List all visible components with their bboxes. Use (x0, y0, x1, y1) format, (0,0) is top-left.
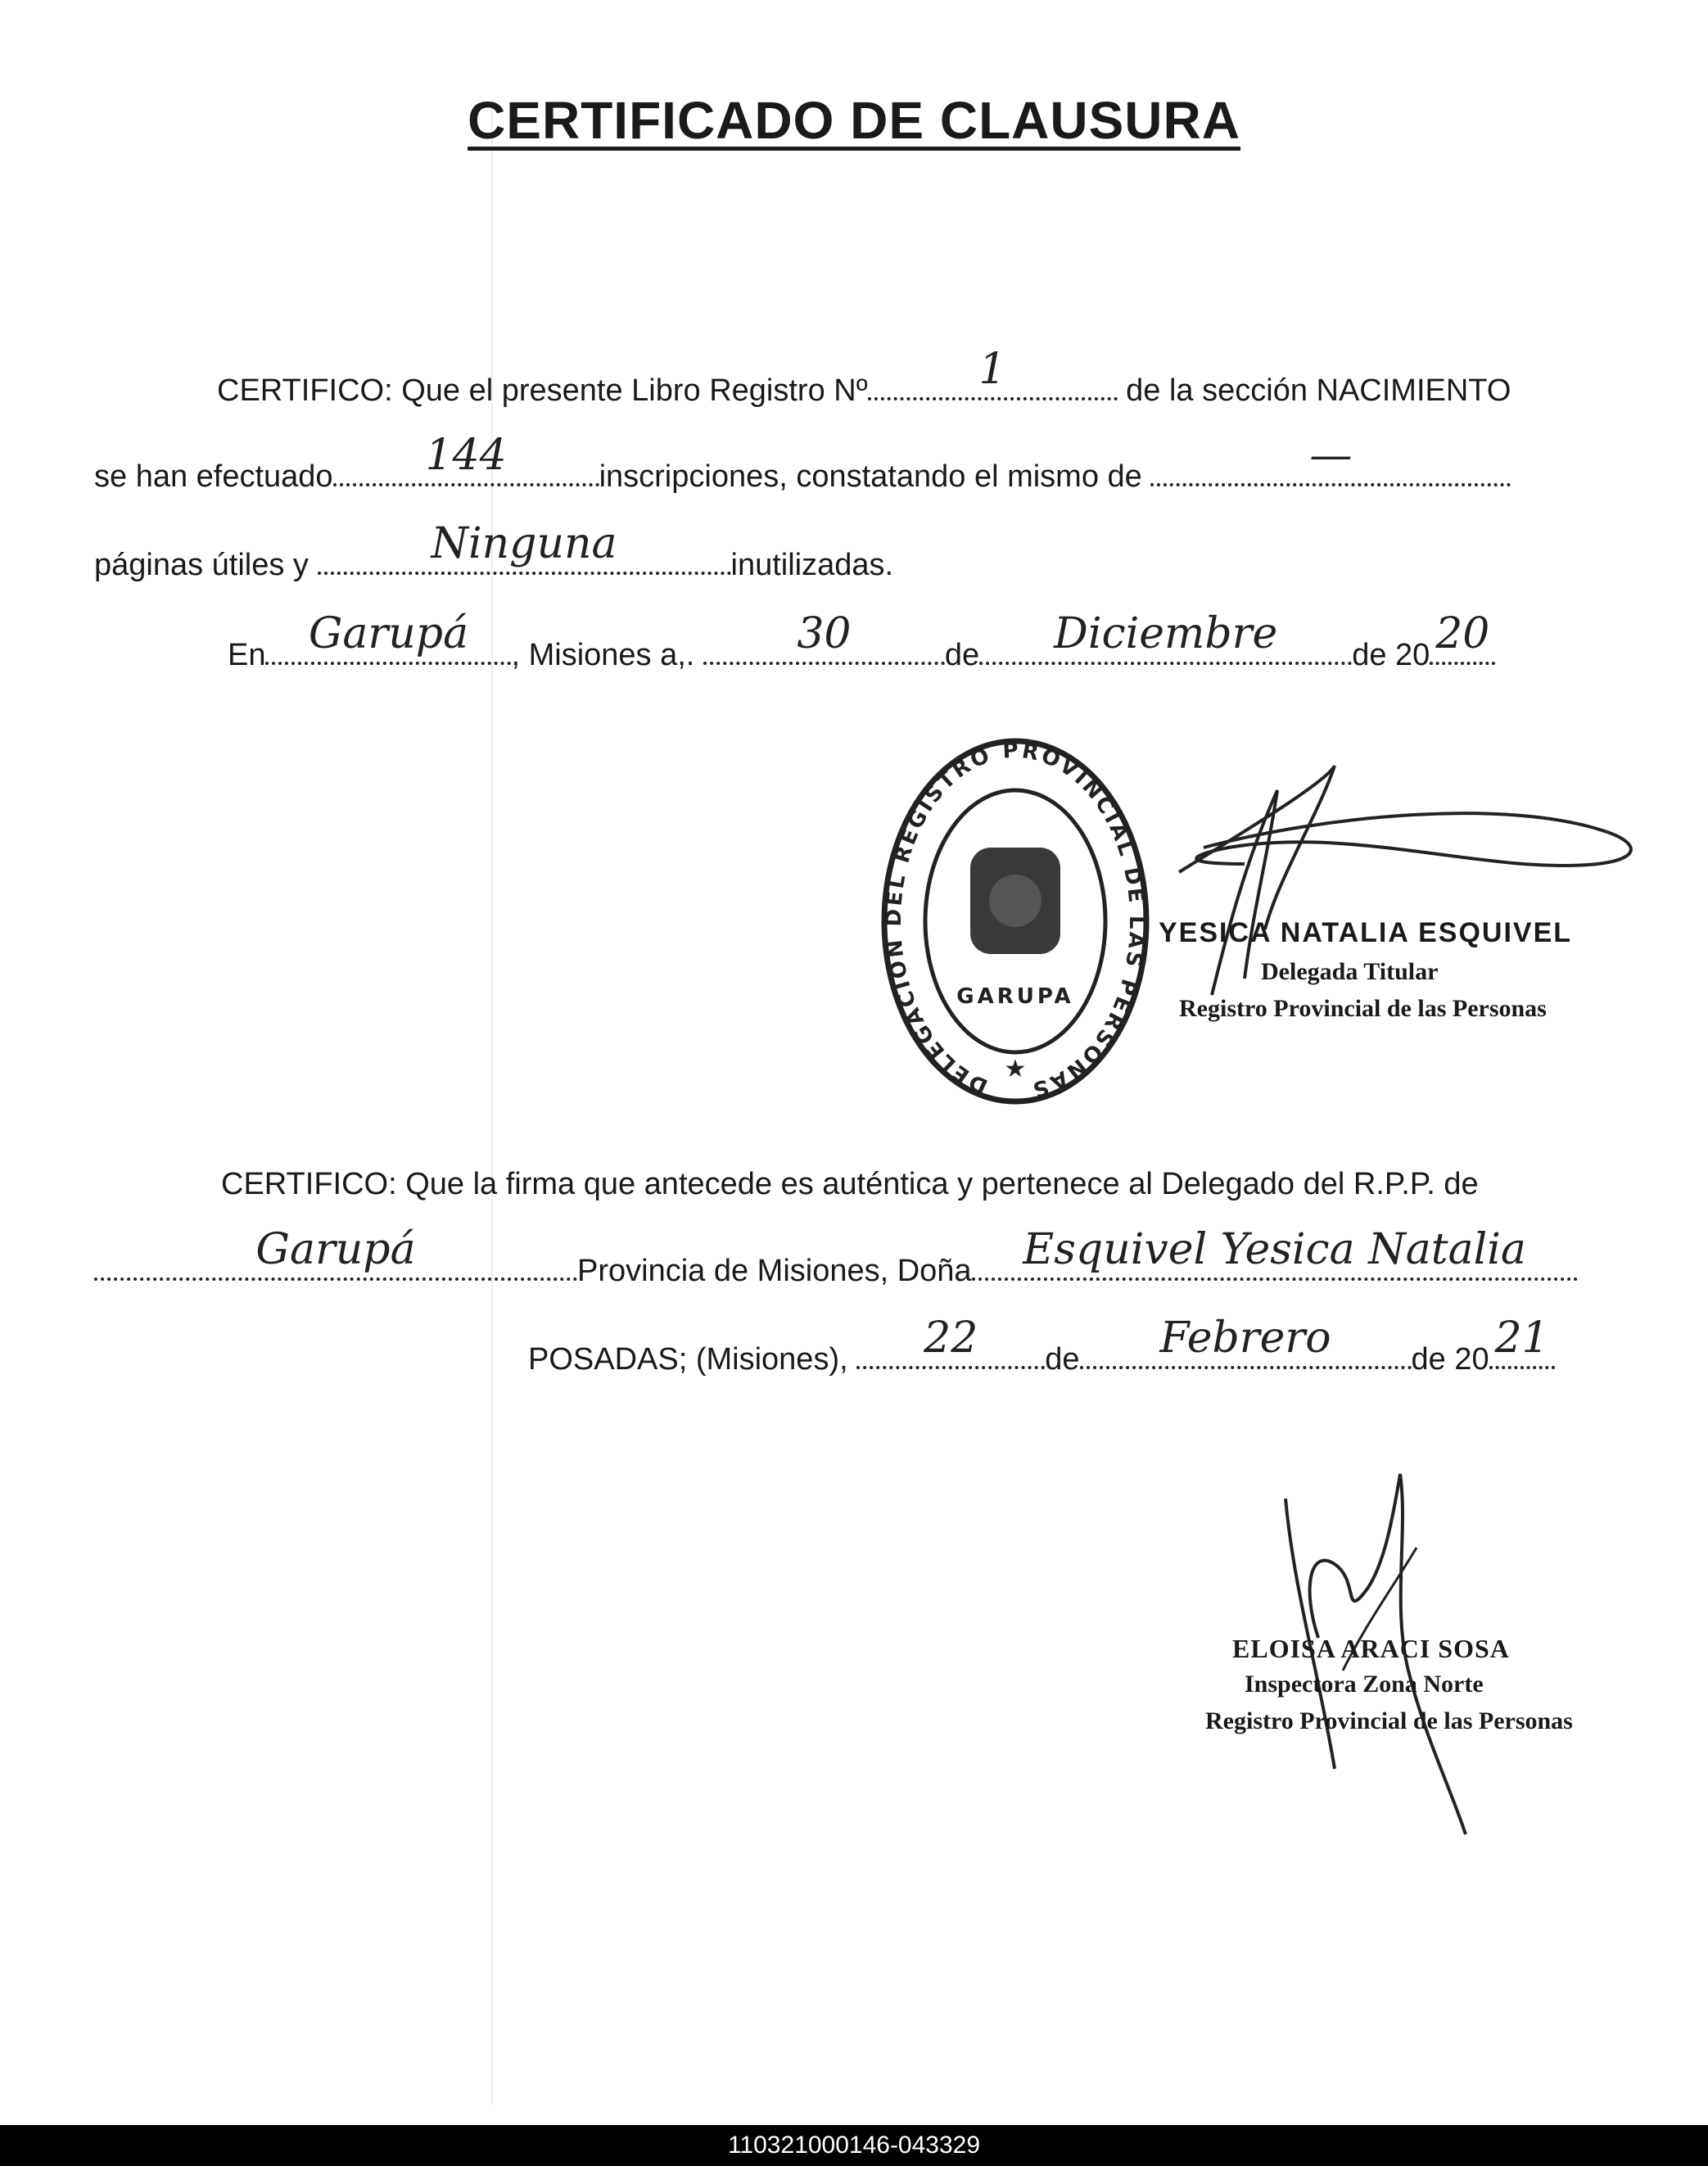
blank-inscripciones (333, 431, 599, 486)
blank-day-2 (856, 1314, 1045, 1369)
star-icon: ★ (1004, 1056, 1027, 1083)
blank-libro-number (868, 345, 1118, 400)
hw-name: Esquivel Yesica Natalia (1023, 1225, 1526, 1274)
signer1-role: Delegada Titular (1261, 958, 1439, 985)
hw-day: 30 (797, 609, 852, 658)
p2-line2: Garupá Provincia de Misiones, Doña Esquivel Yesica Natalia (94, 1253, 1578, 1289)
hw-day-2: 22 (924, 1314, 978, 1363)
blank-name (972, 1225, 1578, 1281)
p1-line2: se han efectuado 144 inscripciones, constatando el mismo de — (94, 459, 1511, 495)
signer1-org: Registro Provincial de las Personas (1179, 995, 1547, 1022)
hw-libro-number: 1 (978, 345, 1006, 394)
p1-line3: páginas útiles y Ninguna inutilizadas. (94, 519, 894, 582)
p2-line1: CERTIFICO: Que la firma que antecede es auténtica y pertenece al Delegado del R.P.P. de (221, 1167, 1479, 1201)
hw-month-2: Febrero (1159, 1314, 1331, 1363)
blank-paginas (1150, 431, 1511, 486)
signer2-org: Registro Provincial de las Personas (1205, 1707, 1573, 1734)
hw-year: 20 (1435, 609, 1490, 658)
signer1-name: YESICA NATALIA ESQUIVEL (1159, 917, 1573, 948)
blank-day (703, 609, 945, 665)
hw-place-2: Garupá (255, 1225, 416, 1274)
signature-block-1 (876, 733, 1597, 1118)
p2-line3: POSADAS; (Misiones), 22 de Febrero de 20 21 (528, 1341, 1555, 1377)
p1-line1: CERTIFICO: Que el presente Libro Registro Nº 1 de la sección NACIMIENTO (217, 345, 1511, 408)
blank-month (979, 609, 1352, 665)
blank-month-2 (1080, 1314, 1412, 1369)
blank-place-2 (94, 1225, 577, 1281)
hw-inutilizadas: Ninguna (431, 519, 617, 568)
blank-place (265, 609, 511, 665)
blank-inutilizadas (318, 519, 731, 575)
page-title: CERTIFICADO DE CLAUSURA (468, 91, 1240, 150)
blank-year-2 (1489, 1314, 1555, 1369)
hw-month: Diciembre (1054, 609, 1278, 658)
document-id-footer: 110321000146-043329 (0, 2125, 1708, 2166)
stamp-city: GARUPA (956, 984, 1074, 1009)
signer2-role: Inspectora Zona Norte (1245, 1671, 1484, 1698)
coat-of-arms-icon (970, 848, 1060, 954)
hw-place: Garupá (308, 609, 469, 658)
hw-paginas: — (1309, 431, 1353, 480)
svg-text:DELEGACION DEL REGISTRO PROVIN: DELEGACION DEL REGISTRO PROVINCIAL DE LAS PERSONAS (881, 738, 1150, 1103)
hw-year-2: 21 (1494, 1314, 1549, 1363)
blank-year (1430, 609, 1495, 665)
signature-block-2 (1204, 1425, 1597, 1851)
signer2-name: ELOISA ARACI SOSA (1232, 1634, 1510, 1663)
hw-inscripciones: 144 (425, 431, 507, 480)
p1-line4: En Garupá , Misiones a,. 30 de Diciembre de 20 20 (228, 637, 1495, 673)
